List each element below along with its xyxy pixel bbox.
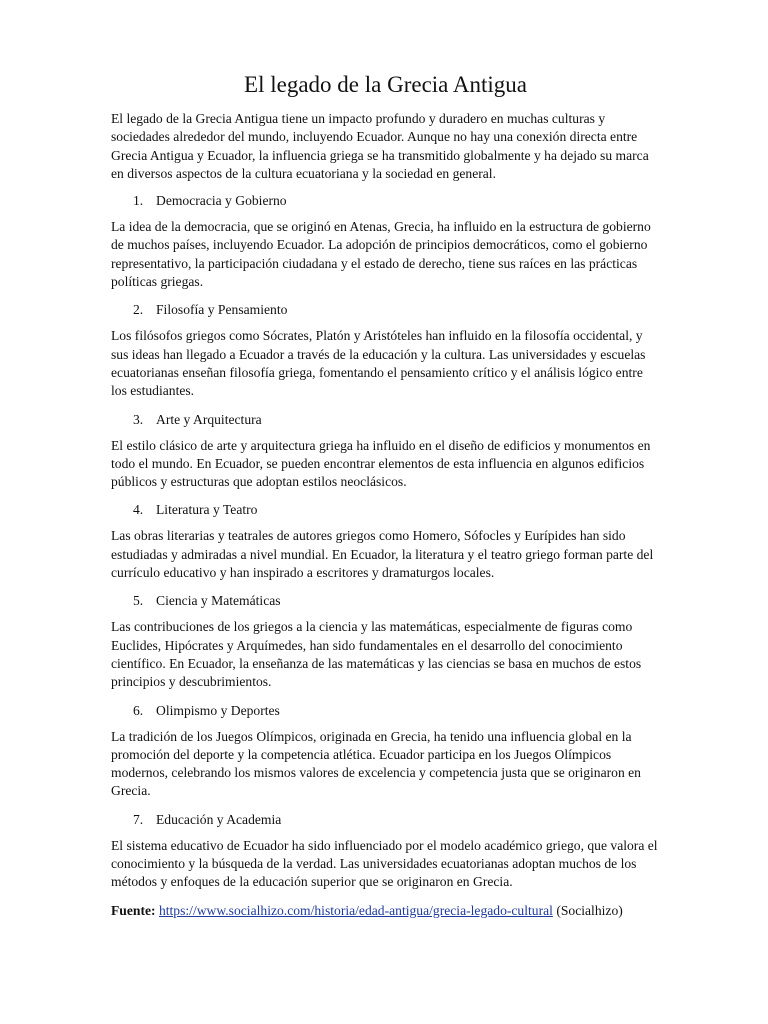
section-heading [111, 702, 660, 720]
section-heading [111, 501, 660, 519]
section-heading [111, 811, 660, 829]
section-number: 1. [133, 193, 144, 209]
source-line [111, 902, 660, 920]
section-heading [111, 301, 660, 319]
section-body: La tradición de los Juegos Olímpicos, originada en Grecia, ha tenido una influencia global en la promoción del deporte y la competencia atlética. Ecuador participa en los Juegos Olímpicos modernos, celebrando los mismos valores de excelencia y competencia justa que se originaron en Grecia. [111, 728, 641, 799]
section-3 [111, 411, 660, 492]
section-title: Educación y Academia [156, 811, 282, 827]
section-body: Las obras literarias y teatrales de autores griegos como Homero, Sófocles y Eurípides han sido estudiadas y admiradas a nivel mundial. En Ecuador, la literatura y el teatro griego forman parte del currículo educativo y han inspirado a escritores y dramaturgos locales. [111, 528, 654, 581]
section-body: El estilo clásico de arte y arquitectura griega ha influido en el diseño de edificios y monumentos en todo el mundo. En Ecuador, se pueden encontrar elementos de esta influencia en algunos edificios públicos y estructuras que adoptan estilos neoclásicos. [111, 437, 651, 490]
section-number: 7. [133, 811, 144, 827]
section-title: Literatura y Teatro [156, 502, 258, 518]
section-number: 4. [133, 502, 144, 518]
section-heading [111, 592, 660, 610]
section-title: Arte y Arquitectura [156, 411, 262, 427]
section-6 [111, 702, 660, 801]
section-body: Los filósofos griegos como Sócrates, Platón y Aristóteles han influido en la filosofía occidental, y sus ideas han llegado a Ecuador a través de la educación y la cultura. Las universidades y escuelas ecuatorianas enseñan filosofía griega, fomentando el pensamiento crítico y el análisis lógico entre los estudiantes. [111, 328, 646, 399]
source-suffix: (Socialhizo) [556, 902, 623, 918]
intro-paragraph: El legado de la Grecia Antigua tiene un impacto profundo y duradero en muchas culturas y sociedades alrededor del mundo, incluyendo Ecuador. Aunque no hay una conexión directa entre Grecia Antigua y Ecuador, la influencia griega se ha transmitido globalmente y ha dejado su marca en diversos aspectos de la cultura ecuatoriana y la sociedad en general. [111, 111, 649, 181]
section-1 [111, 192, 660, 291]
section-body: La idea de la democracia, que se originó en Atenas, Grecia, ha influido en la estructura de gobierno de muchos países, incluyendo Ecuador. La adopción de principios democráticos, como el gobierno representativo, la participación ciudadana y el estado de derecho, tiene sus raíces en las prácticas políticas griegas. [111, 219, 651, 290]
section-number: 5. [133, 593, 144, 609]
section-heading [111, 411, 660, 429]
document-title: El legado de la Grecia Antigua [244, 72, 527, 97]
section-number: 6. [133, 702, 144, 718]
document-content [111, 70, 660, 920]
section-7 [111, 811, 660, 892]
section-heading [111, 192, 660, 210]
section-body: El sistema educativo de Ecuador ha sido influenciado por el modelo académico griego, que valora el conocimiento y la búsqueda de la verdad. Las universidades ecuatorianas adoptan muchos de los métodos y enfoques de la educación superior que se originaron en Grecia. [111, 837, 658, 890]
section-title: Democracia y Gobierno [156, 193, 287, 209]
section-5 [111, 592, 660, 691]
section-body: Las contribuciones de los griegos a la ciencia y las matemáticas, especialmente de figuras como Euclides, Hipócrates y Arquímedes, han sido fundamentales en el desarrollo del conocimiento científico. En Ecuador, la enseñanza de las matemáticas y las ciencias se basa en muchos de estos principios y descubrimientos. [111, 619, 642, 690]
section-number: 3. [133, 411, 144, 427]
source-label: Fuente: [111, 902, 156, 918]
section-number: 2. [133, 302, 144, 318]
section-4 [111, 501, 660, 582]
section-title: Ciencia y Matemáticas [156, 593, 281, 609]
section-title: Filosofía y Pensamiento [156, 302, 288, 318]
section-title: Olimpismo y Deportes [156, 702, 280, 718]
source-link[interactable]: https://www.socialhizo.com/historia/edad-antigua/grecia-legado-cultural [158, 902, 553, 918]
section-2 [111, 301, 660, 400]
